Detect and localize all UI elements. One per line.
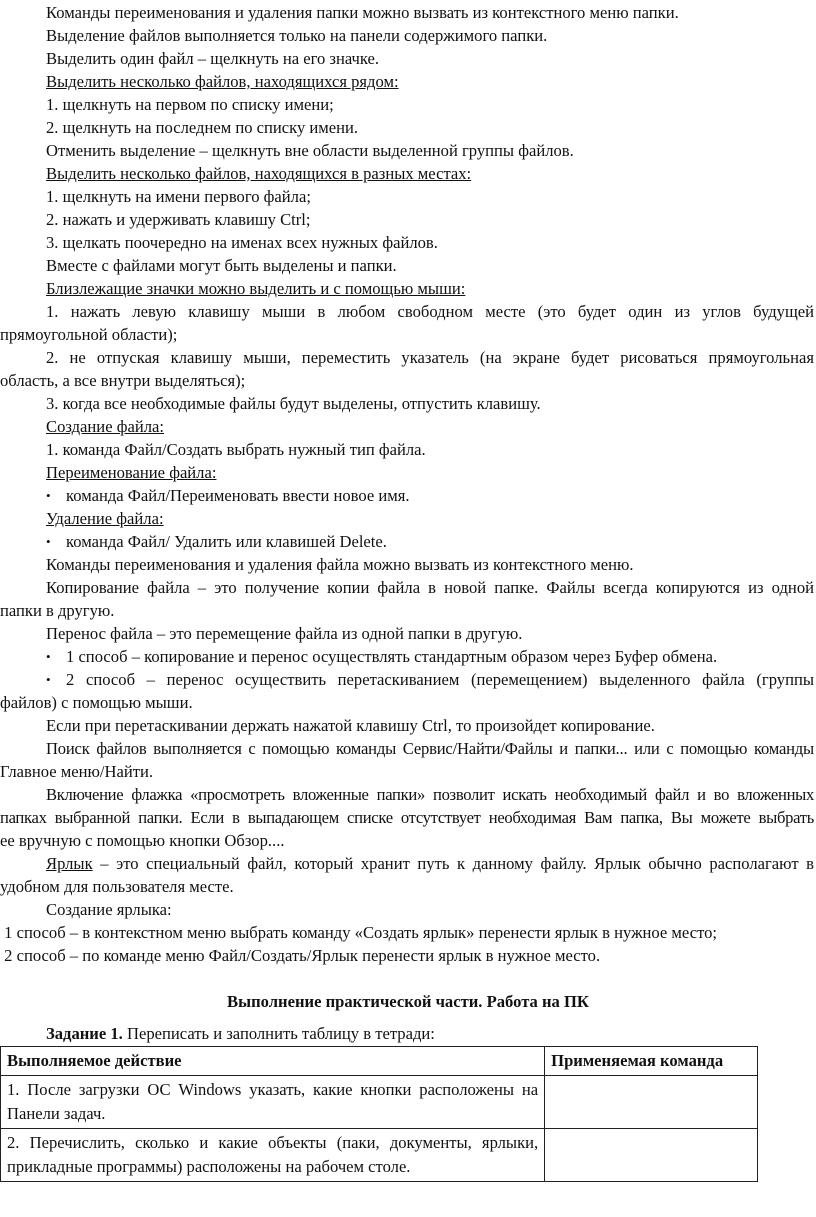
table-header-cell: Применяемая команда [545,1047,758,1076]
subheading: Выделить несколько файлов, находящихся рядом: [46,72,399,91]
subheading: Создание файла: [46,417,164,436]
paragraph: Отменить выделение – щелкнуть вне области выделенной группы файлов. [46,141,574,160]
list-item: 1. нажать левую клавишу мыши в любом свободном месте (это будет один из углов будущей [46,302,814,321]
bullet-icon: • [46,488,51,503]
list-item: 1. команда Файл/Создать выбрать нужный тип файла. [46,440,426,459]
paragraph: Выделение файлов выполняется только на панели содержимого папки. [46,26,548,45]
term-shortcut: Ярлык [46,854,93,873]
section-title: Выполнение практической части. Работа на ПК [227,992,589,1011]
paragraph: Если при перетаскивании держать нажатой клавишу Ctrl, то произойдет копирование. [46,716,655,735]
task-label: Задание 1. [46,1024,123,1043]
bullet-item: • команда Файл/ Удалить или клавишей Delete. [46,532,387,551]
table-cell: 2. Перечислить, сколько и какие объекты (паки, документы, ярлыки, прикладные программы) расположены на рабочем столе. [1,1129,545,1182]
subheading: Близлежащие значки можно выделить и с помощью мыши: [46,279,466,298]
paragraph: Вместе с файлами могут быть выделены и папки. [46,256,397,275]
paragraph: Копирование файла – это получение копии файла в новой папке. Файлы всегда копируются из одной [46,578,814,597]
bullet-item: • 2 способ – перенос осуществить перетаскиванием (перемещением) выделенного файла (группы [46,670,814,689]
bullet-item: • 1 способ – копирование и перенос осуществлять стандартным образом через Буфер обмена. [46,647,718,666]
subheading: Удаление файла: [46,509,164,528]
paragraph: Выделить один файл – щелкнуть на его значке. [46,49,380,68]
task-text: Переписать и заполнить таблицу в тетради: [122,1024,435,1043]
table-header-row [1,1047,758,1076]
list-item: 2. не отпуская клавишу мыши, переместить указатель (на экране будет рисоваться прямоугольная [46,348,814,367]
table-cell [545,1076,758,1129]
table-row [1,1076,758,1129]
paragraph-continuation: удобном для пользователя месте. [0,877,234,896]
list-item: 1. щелкнуть на имени первого файла; [46,187,311,206]
paragraph: Поиск файлов выполняется с помощью команды Сервис/Найти/Файлы и папки... или с помощью команды [46,739,814,758]
table-header-cell: Выполняемое действие [1,1047,545,1076]
table-cell: 1. После загрузки ОС Windows указать, какие кнопки расположены на Панели задач. [1,1076,545,1129]
bullet-item-continuation: файлов) с помощью мыши. [0,693,193,712]
table-cell [545,1129,758,1182]
paragraph-continuation: ее вручную с помощью кнопки Обзор.... [0,831,285,850]
list-item-continuation: прямоугольной области); [0,325,178,344]
list-item: 2. нажать и удерживать клавишу Ctrl; [46,210,311,229]
paragraph: Перенос файла – это перемещение файла из одной папки в другую. [46,624,523,643]
paragraph-continuation: папках выбранной папки. Если в выпадающем списке отсутствует необходимая Вам папка, Вы можете выбрать [0,808,814,827]
bullet-icon: • [46,672,51,687]
bullet-item: • команда Файл/Переименовать ввести новое имя. [46,486,410,505]
list-item: 3. когда все необходимые файлы будут выделены, отпустить клавишу. [46,394,541,413]
table-row [1,1129,758,1182]
task-table [0,1046,758,1182]
paragraph: Команды переименования и удаления папки можно вызвать из контекстного меню папки. [46,3,679,22]
paragraph: Ярлык – это специальный файл, который хранит путь к данному файлу. Ярлык обычно располагают в [46,854,814,873]
paragraph-continuation: Главное меню/Найти. [0,762,153,781]
paragraph: Команды переименования и удаления файла можно вызвать из контекстного меню. [46,555,634,574]
list-item-continuation: область, а все внутри выделяться); [0,371,246,390]
paragraph: Создание ярлыка: [46,900,172,919]
list-item: 3. щелкать поочередно на именах всех нужных файлов. [46,233,438,252]
task-line [0,1023,816,1045]
bullet-icon: • [46,649,51,664]
paragraph-continuation: папки в другую. [0,601,115,620]
paragraph: Включение флажка «просмотреть вложенные папки» позволит искать необходимый файл и во вложенных [46,785,814,804]
list-item: 1. щелкнуть на первом по списку имени; [46,95,334,114]
paragraph: 2 способ – по команде меню Файл/Создать/Ярлык перенести ярлык в нужное место. [0,946,601,965]
subheading: Выделить несколько файлов, находящихся в разных местах: [46,164,472,183]
bullet-icon: • [46,534,51,549]
subheading: Переименование файла: [46,463,217,482]
paragraph: 1 способ – в контекстном меню выбрать команду «Создать ярлык» перенести ярлык в нужное место; [0,923,718,942]
list-item: 2. щелкнуть на последнем по списку имени. [46,118,359,137]
